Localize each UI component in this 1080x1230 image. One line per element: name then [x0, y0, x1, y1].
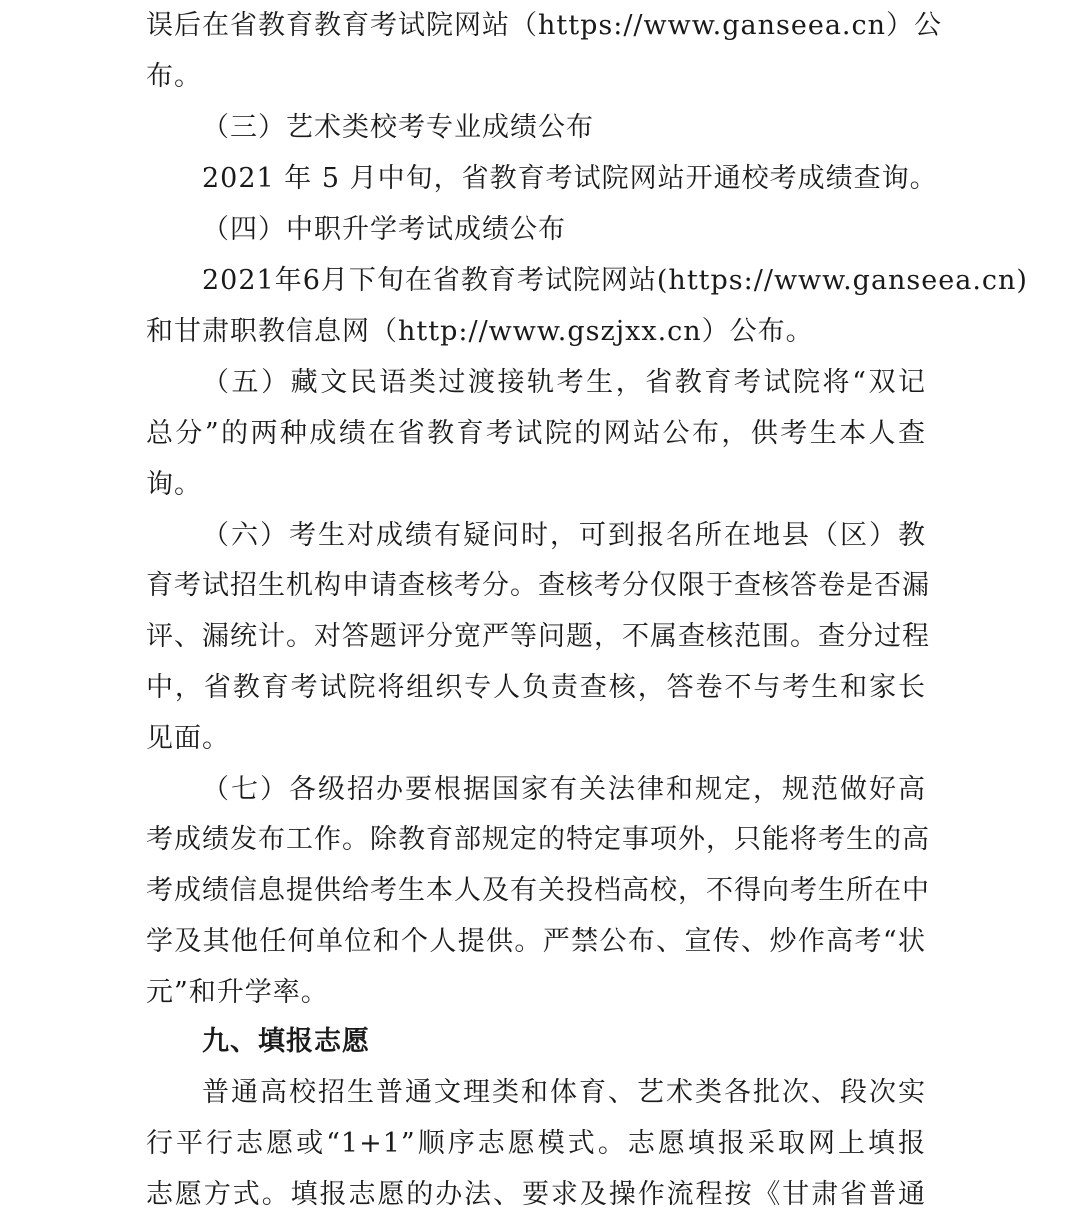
paragraph-line: 评、漏统计。对答题评分宽严等问题，不属查核范围。查分过程	[146, 621, 930, 652]
paragraph-line: 考成绩发布工作。除教育部规定的特定事项外，只能将考生的高	[146, 824, 930, 855]
paragraph-line: 行平行志愿或“1+1”顺序志愿模式。志愿填报采取网上填报	[146, 1128, 926, 1159]
paragraph-line: 见面。	[146, 723, 230, 754]
paragraph-line: 学及其他任何单位和个人提供。严禁公布、宣传、炒作高考“状	[146, 926, 926, 957]
paragraph-line: 考成绩信息提供给考生本人及有关投档高校，不得向考生所在中	[146, 875, 930, 906]
paragraph-line: 元”和升学率。	[146, 977, 329, 1008]
paragraph-line: （六）考生对成绩有疑问时，可到报名所在地县（区）教	[202, 520, 926, 551]
paragraph-line: 和甘肃职教信息网（http://www.gszjxx.cn）公布。	[146, 316, 814, 347]
paragraph-line: 2021 年 5 月中旬，省教育考试院网站开通校考成绩查询。	[202, 163, 938, 194]
section-heading-3: （三）艺术类校考专业成绩公布	[202, 112, 594, 143]
paragraph-line: 2021年6月下旬在省教育考试院网站(https://www.ganseea.cn)	[202, 265, 1028, 296]
paragraph-line: 布。	[146, 61, 202, 92]
paragraph-line: 普通高校招生普通文理类和体育、艺术类各批次、段次实	[202, 1077, 926, 1108]
paragraph-line: 询。	[146, 469, 202, 500]
paragraph-line: 育考试招生机构申请查核考分。查核考分仅限于查核答卷是否漏	[146, 570, 930, 601]
paragraph-line: 误后在省教育教育考试院网站（https://www.ganseea.cn）公	[146, 10, 943, 41]
paragraph-line: （五）藏文民语类过渡接轨考生，省教育考试院将“双记	[202, 367, 926, 398]
section-heading-4: （四）中职升学考试成绩公布	[202, 214, 566, 245]
paragraph-line: （七）各级招办要根据国家有关法律和规定，规范做好高	[202, 774, 926, 805]
paragraph-line: 总分”的两种成绩在省教育考试院的网站公布，供考生本人查	[146, 418, 926, 449]
paragraph-line: 中，省教育考试院将组织专人负责查核，答卷不与考生和家长	[146, 672, 926, 703]
paragraph-line: 志愿方式。填报志愿的办法、要求及操作流程按《甘肃省普通	[146, 1179, 926, 1210]
section-heading-9: 九、填报志愿	[202, 1026, 370, 1057]
